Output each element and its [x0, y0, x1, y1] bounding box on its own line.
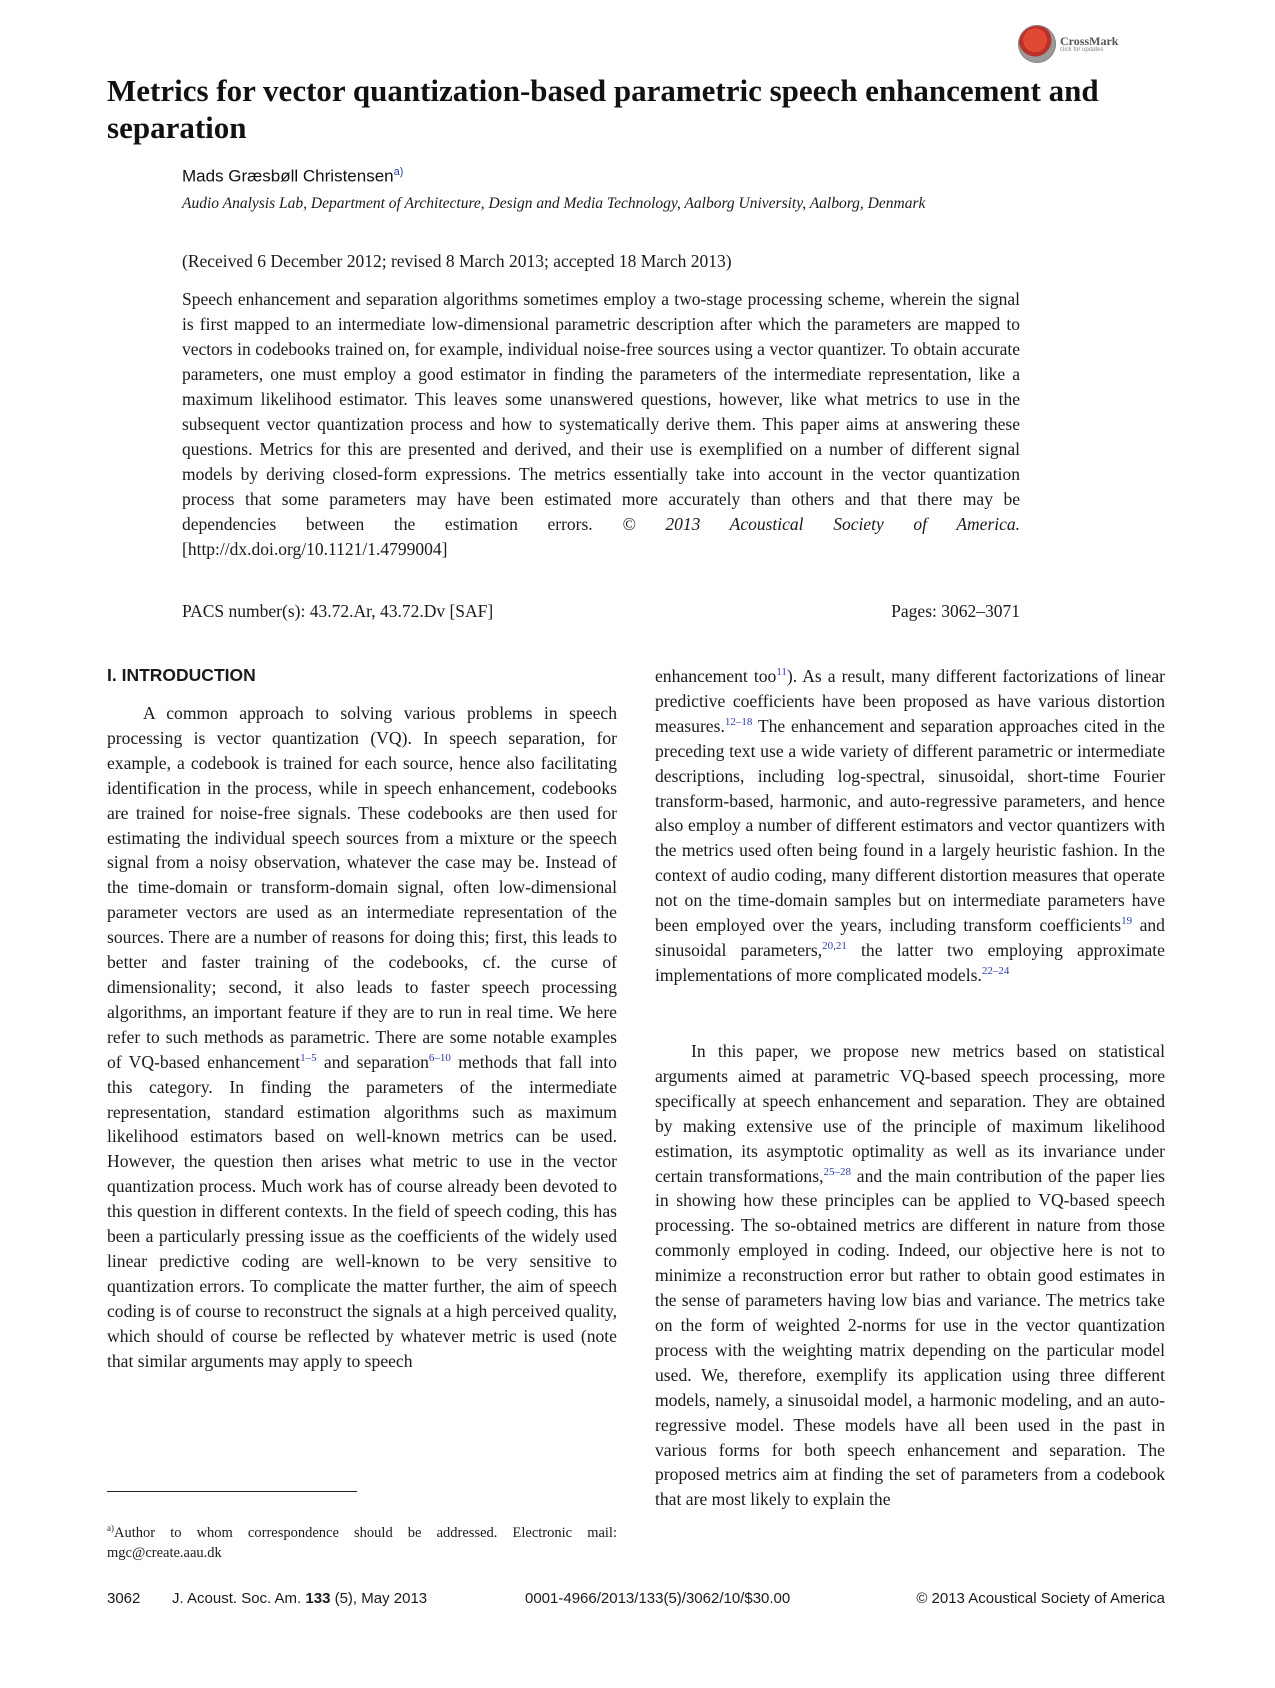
- author-name: Mads Græsbøll Christensen: [182, 166, 394, 186]
- footer-copyright: © 2013 Acoustical Society of America: [916, 1590, 1165, 1607]
- footnote-divider: [107, 1491, 357, 1492]
- body-text: and separation: [316, 1051, 429, 1072]
- footer-volume: 133: [305, 1590, 331, 1607]
- body-column-right-paragraph-2: [655, 1039, 1165, 1512]
- section-heading: I. INTRODUCTION: [107, 665, 256, 685]
- footnote-mark: a): [107, 1523, 114, 1533]
- abstract: [182, 287, 1020, 562]
- body-column-right-paragraph-1: [655, 664, 1165, 988]
- abstract-copyright: © 2013 Acoustical Society of America.: [622, 514, 1021, 534]
- crossmark-badge[interactable]: [1018, 22, 1122, 66]
- footnote-text: Author to whom correspondence should be addressed. Electronic mail: mgc@create.aau.dk: [107, 1524, 617, 1561]
- body-text: The enhancement and separation approaches cited in the preceding text use a wide variety of different parametric or intermediate descriptions, including log-spectral, sinusoidal, short-time Fourier transform-based, harmonic, and auto-regressive parameters, and hence also employ a number of different estimators and vector quantizers with the metrics used often being found in a largely heuristic fashion. In the context of audio coding, many different distortion measures that operate not on the time-domain samples but on intermediate parameters have been employed over the years, including transform coefficients: [655, 715, 1165, 936]
- body-text: ). As a result, many different factorizations of linear predictive coefficients have been proposed as have various distortion measures.: [655, 666, 1165, 736]
- citation-ref[interactable]: 22–24: [981, 965, 1010, 978]
- page-range: Pages: 3062–3071: [891, 601, 1020, 621]
- footer-issue: (5), May 2013: [330, 1590, 428, 1607]
- pacs-numbers: PACS number(s): 43.72.Ar, 43.72.Dv [SAF]: [182, 601, 494, 621]
- body-text: A common approach to solving various problems in speech processing is vector quantization (VQ). In speech separation, for example, a codebook is trained for each source, hence also facilitating identification in the process, while in speech enhancement, codebooks are trained for noise-free signals. These codebooks are then used for estimating the individual speech sources from a mixture or the speech signal from a noisy observation, whatever the case may be. Instead of the time-domain or transform-domain signal, often low-dimensional parameter vectors are used as an intermediate representation of the sources. There are a number of reasons for doing this; first, this leads to better and faster training of the codebooks, cf. the curse of dimensionality; second, it also leads to faster speech processing algorithms, an important feature if they are to run in real time. We here refer to such methods as parametric. There are some notable examples of VQ-based enhancement: [107, 703, 617, 1072]
- body-text: and the main contribution of the paper lies in showing how these principles can be applied to VQ-based speech processing. The so-obtained metrics are different in nature from those commonly employed in coding. Indeed, our objective here is not to minimize a reconstruction error but rather to obtain good estimates in the sense of parameters having low bias and variance. The metrics take on the form of weighted 2-norms for use in the vector quantization process with the weighting matrix depending on the particular model used. We, therefore, exemplify its application using three different models, namely, a sinusoidal model, a harmonic modeling, and an auto-regressive model. These models have all been used in the past in various forms for both speech enhancement and separation. The proposed metrics aim at finding the set of parameters from a codebook that are most likely to explain the: [655, 1165, 1165, 1510]
- body-column-left: [107, 701, 617, 1373]
- received-dates: (Received 6 December 2012; revised 8 March 2013; accepted 18 March 2013): [182, 251, 732, 271]
- body-text: In this paper, we propose new metrics based on statistical arguments aimed at parametric VQ-based speech processing, more specifically at speech enhancement and separation. They are obtained by making extensive use of the principle of maximum likelihood estimation, its asymptotic optimality as well as its invariance under certain transformations,: [655, 1041, 1165, 1186]
- footer-journal: [172, 1590, 427, 1607]
- citation-ref[interactable]: 12–18: [724, 715, 753, 728]
- crossmark-title: CrossMark: [1060, 34, 1119, 48]
- citation-ref[interactable]: 1–5: [300, 1051, 317, 1064]
- body-text: the latter two employing approximate implementations of more complicated models.: [655, 939, 1165, 985]
- footnote: [107, 1518, 617, 1563]
- body-text: methods that fall into this category. In finding the parameters of the intermediate representation, standard estimation algorithms such as maximum likelihood estimators based on well-known metrics can be used. However, the question then arises what metric to use in the vector quantization process. Much work has of course already been devoted to this question in different contexts. In the field of speech coding, this has been a particularly pressing issue as the coefficients of the widely used linear predictive coding are well-known to be very sensitive to quantization errors. To complicate the matter further, the aim of speech coding is of course to reconstruct the signals at a high perceived quality, which should of course be reflected by whatever metric is used (note that similar arguments may apply to speech: [107, 1051, 617, 1371]
- author-line: [182, 166, 403, 187]
- citation-ref[interactable]: 6–10: [428, 1051, 451, 1064]
- footer-page-number: 3062: [107, 1590, 141, 1607]
- abstract-text: Speech enhancement and separation algorithms sometimes employ a two-stage processing scheme, wherein the signal is first mapped to an intermediate low-dimensional parametric description after which the parameters are mapped to vectors in codebooks trained on, for example, individual noise-free sources using a vector quantizer. To obtain accurate parameters, one must employ a good estimator in finding the parameters of the intermediate representation, like a maximum likelihood estimator. This leaves some unanswered questions, however, like what metrics to use in the subsequent vector quantization process and how to systematically derive them. This paper aims at answering these questions. Metrics for this are presented and derived, and their use is exemplified on a number of different signal models by deriving closed-form expressions. The metrics essentially take into account in the vector quantization process that some parameters may have been estimated more accurately than others and that there may be dependencies between the estimation errors.: [182, 289, 1020, 534]
- affiliation: Audio Analysis Lab, Department of Architecture, Design and Media Technology, Aalborg University, Aalborg, Denmark: [182, 195, 926, 212]
- abstract-doi[interactable]: [http://dx.doi.org/10.1121/1.4799004]: [182, 539, 448, 559]
- citation-ref[interactable]: 25–28: [823, 1165, 851, 1178]
- crossmark-icon: [1018, 25, 1056, 63]
- citation-ref[interactable]: 11: [776, 666, 787, 679]
- crossmark-subtitle: click for updates: [1060, 47, 1104, 53]
- citation-ref[interactable]: 19: [1121, 915, 1133, 928]
- citation-ref[interactable]: 20,21: [822, 940, 847, 953]
- paper-title: Metrics for vector quantization-based parametric speech enhancement and separation: [107, 73, 1099, 145]
- footer-issn: 0001-4966/2013/133(5)/3062/10/$30.00: [525, 1590, 791, 1607]
- footer-journal-name: J. Acoust. Soc. Am.: [172, 1590, 306, 1607]
- author-footnote-mark[interactable]: a): [393, 166, 404, 178]
- body-text: and sinusoidal parameters,: [655, 915, 1165, 960]
- body-text: enhancement too: [655, 666, 777, 686]
